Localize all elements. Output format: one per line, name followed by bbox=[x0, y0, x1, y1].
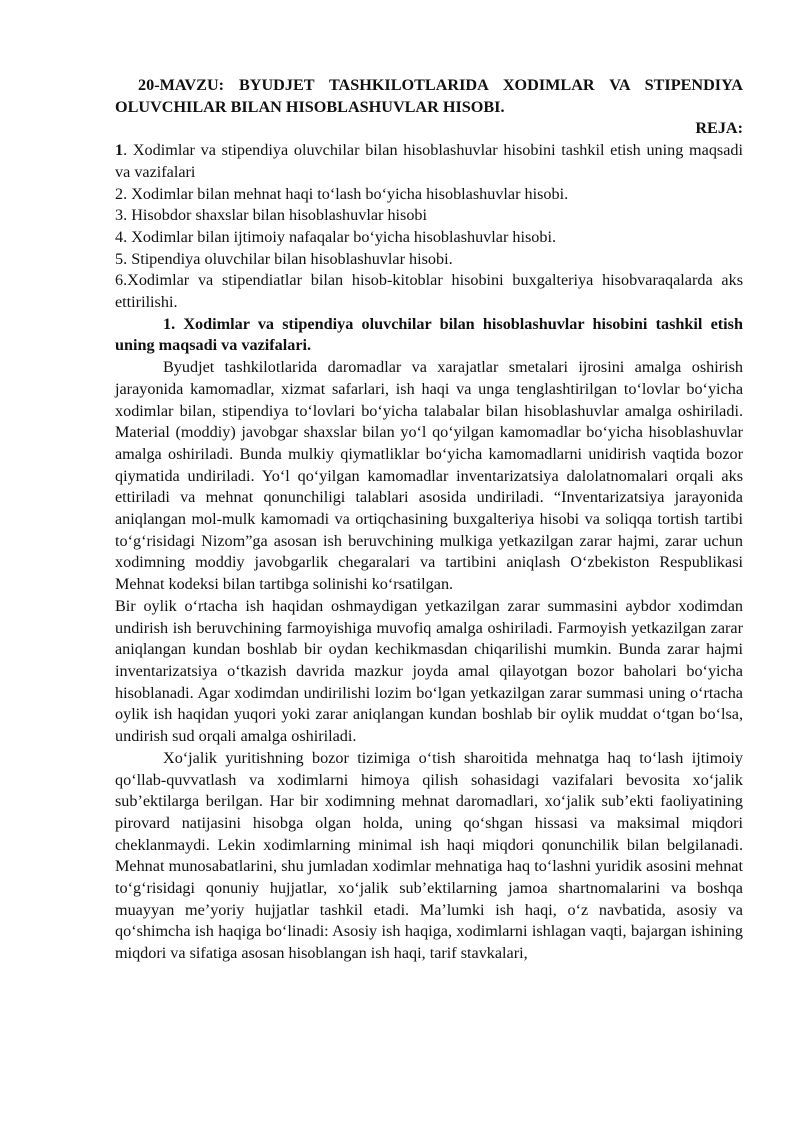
plan-item-3: 3. Hisobdor shaxslar bilan hisoblashuvlar hisobi bbox=[115, 206, 428, 225]
plan-item-4: 4. Xodimlar bilan ijtimoiy nafaqalar bo‘yicha hisoblashuvlar hisobi. bbox=[115, 227, 557, 246]
paragraph-2: Bir oylik o‘rtacha ish haqidan oshmaydigan yetkazilgan zarar summasini aybdor xodimdan undirish ish beruvchining farmoyishiga muvofiq amalga oshiriladi. Farmoyish yetkazilgan zarar aniqlangan kundan boshlab bir oydan kechikmasdan chiqarilishi mumkin. Bunda zarar hajmi inventarizatsiya o‘tkazish davrida mazkur joyda amal qilayotgan bozor baholari bo‘yicha hisoblanadi. Agar xodimdan undirilishi lozim bo‘lgan yetkazilgan zarar summasi uning o‘rtacha oylik ish haqidan yuqori yoki zarar aniqlangan kundan boshlab bir oylik muddat o‘tgan bo‘lsa, undirish sud orqali amalga oshiriladi. bbox=[115, 596, 743, 746]
plan-item-1-text: . Xodimlar va stipendiya oluvchilar bilan hisoblashuvlar hisobini tashkil etish uning maqsadi va vazifalari bbox=[115, 141, 743, 181]
plan-heading: REJA: bbox=[695, 119, 743, 138]
section-1-heading: 1. Xodimlar va stipendiya oluvchilar bilan hisoblashuvlar hisobini tashkil etish uning maqsadi va vazifalari. bbox=[115, 314, 743, 355]
document-title: 20-MAVZU: BYUDJET TASHKILOTLARIDA XODIMLAR VA STIPENDIYA OLUVCHILAR BILAN HISOBLASHUVLAR HISOBI. bbox=[115, 76, 743, 116]
plan-item-2: 2. Xodimlar bilan mehnat haqi to‘lash bo‘yicha hisoblashuvlar hisobi. bbox=[115, 184, 569, 203]
plan-list bbox=[115, 140, 743, 314]
plan-item-5: 5. Stipendiya oluvchilar bilan hisoblashuvlar hisobi. bbox=[115, 249, 453, 268]
plan-item-1-number: 1 bbox=[115, 141, 124, 160]
paragraph-1: Byudjet tashkilotlarida daromadlar va xarajatlar smetalari ijrosini amalga oshirish jarayonida kamomadlar, xizmat safarlari, ish haqi va unga tenglashtirilgan to‘lovlar bo‘yicha xodimlar bilan, stipendiya to‘lovlari bo‘yicha talabalar bilan hisoblashuvlar amalga oshiriladi. Material (moddiy) javobgar shaxslar bilan yo‘l qo‘yilgan kamomadlar bo‘yicha hisoblashuvlar amalga oshiriladi. Bunda mulkiy qiymatliklar bo‘yicha kamomadlarni unidirish vaqtida bozor qiymatida undiriladi. Yo‘l qo‘yilgan kamomadlar inventarizatsiya dalolatnomalari orqali aks ettiriladi va mehnat qonunchiligi talablari asosida undiriladi. “Inventarizatsiya jarayonida aniqlangan mol-mulk kamomadi va ortiqchasining buxgalteriya hisobi va soliqqa tortish tartibi to‘g‘risidagi Nizom”ga asosan ish beruvchining mulkiga yetkazilgan zarar hajmi, zarar uchun xodimning moddiy javobgarlik chegaralari va tartibini aniqlash O‘zbekiston Respublikasi Mehnat kodeksi bilan tartibga solinishi ko‘rsatilgan. bbox=[115, 358, 743, 594]
plan-item-6: 6.Xodimlar va stipendiatlar bilan hisob-kitoblar hisobini buxgalteriya hisobvaraqalarda aks ettirilishi. bbox=[115, 271, 743, 312]
document-page bbox=[115, 75, 743, 965]
paragraph-3: Xo‘jalik yuritishning bozor tizimiga o‘tish sharoitida mehnatga haq to‘lash ijtimoiy qo‘llab-quvvatlash va xodimlarni himoya qilish sohasidagi vazifalari bevosita xo‘jalik sub’ektilarga berilgan. Har bir xodimning mehnat daromadlari, xo‘jalik sub’ekti faoliyatining pirovard natijasini hisobga olgan holda, uning qo‘shgan hissasi va maksimal miqdori cheklanmaydi. Lekin xodimlarning minimal ish haqi miqdori qonunchilik bilan belgilanadi. Mehnat munosabatlarini, shu jumladan xodimlar mehnatiga haq to‘lashni yuridik asosini mehnat to‘g‘risidagi qonuniy hujjatlar, xo‘jalik sub’ektilarning jamoa shartnomalarini va boshqa muayyan me’yoriy hujjatlar tashkil etadi. Ma’lumki ish haqi, o‘z navbatida, asosiy va qo‘shimcha ish haqiga bo‘linadi: Asosiy ish haqiga, xodimlarni ishlagan vaqti, bajargan ishining miqdori va sifatiga asosan hisoblangan ish haqi, tarif stavkalari, bbox=[115, 748, 743, 963]
plan-item-1 bbox=[115, 140, 743, 183]
